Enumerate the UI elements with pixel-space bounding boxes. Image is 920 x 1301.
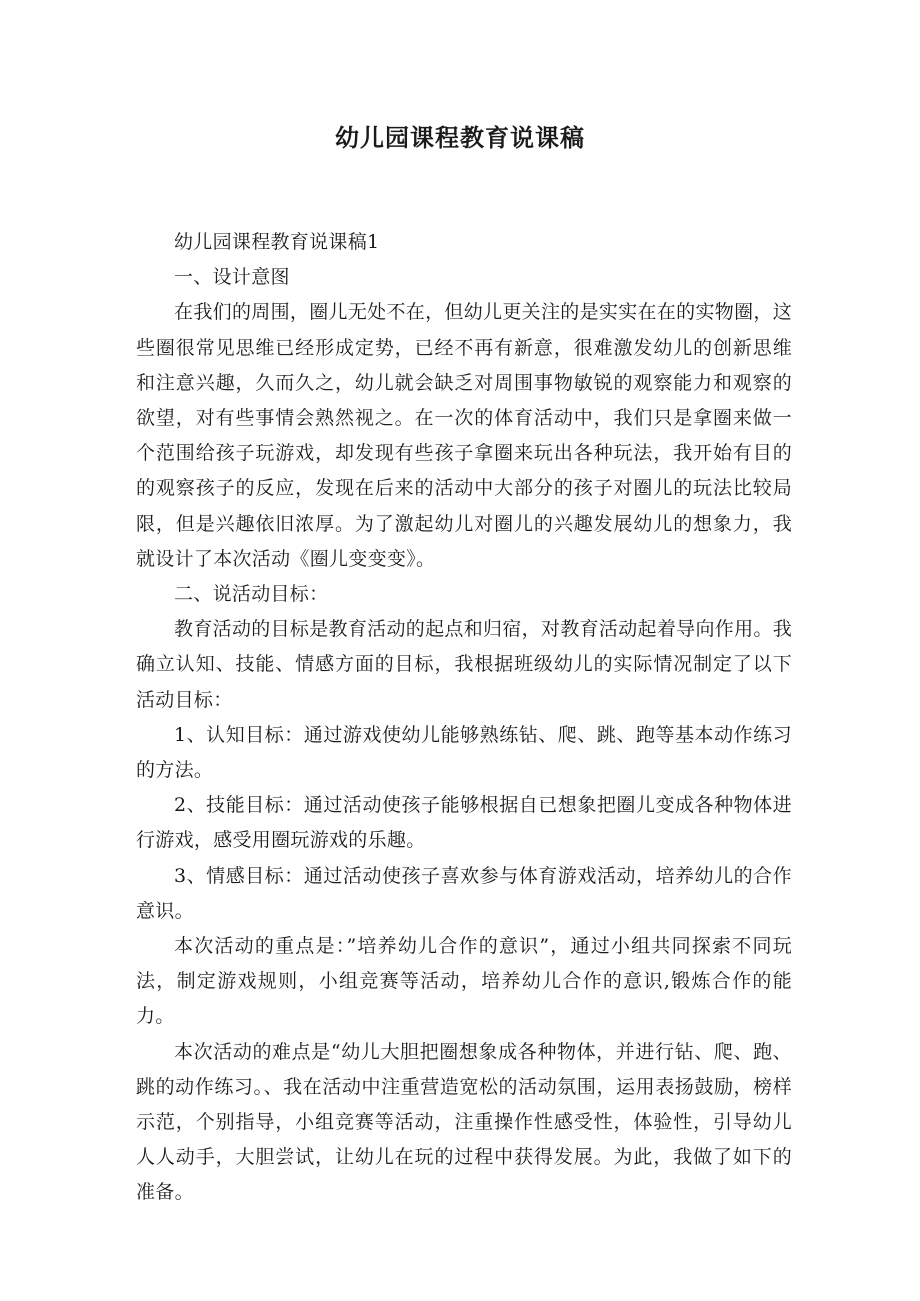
paragraph-objectives-intro: 教育活动的目标是教育活动的起点和归宿，对教育活动起着导向作用。我确立认知、技能、情感方面的目标，我根据班级幼儿的实际情况制定了以下活动目标： <box>136 618 792 711</box>
section-heading-objectives: 二、说活动目标： <box>174 583 329 606</box>
section-heading-lesson: 幼儿园课程教育说课稿1 <box>174 231 380 253</box>
paragraph-design-intent: 在我们的周围，圈儿无处不在，但幼儿更关注的是实实在在的实物圈，这些圈很常见思维已经形成定势，已经不再有新意，很难激发幼儿的创新思维和注意兴趣，久而久之，幼儿就会缺乏对周围事物敏锐的观察能力和观察的欲望，对有些事情会熟然视之。在一次的体育活动中，我们只是拿圈来做一个范围给孩子玩游戏，却发现有些孩子拿圈来玩出各种玩法，我开始有目的的观察孩子的反应，发现在后来的活动中大部分的孩子对圈儿的玩法比较局限，但是兴趣依旧浓厚。为了激起幼儿对圈儿的兴趣发展幼儿的想象力，我就设计了本次活动《圈儿变变变》。 <box>136 301 792 570</box>
document-title: 幼儿园课程教育说课稿 <box>335 124 585 152</box>
paragraph-difficulty: 本次活动的难点是“幼儿大胆把圈想象成各种物体，并进行钻、爬、跑、跳的动作练习。、我在活动中注重营造宽松的活动氛围，运用表扬鼓励，榜样示范，个别指导，小组竞赛等活动，注重操作性感受性，体验性，引导幼儿人人动手，大胆尝试，让幼儿在玩的过程中获得发展。为此，我做了如下的准备。 <box>136 1040 792 1204</box>
document-body <box>136 225 792 1211</box>
paragraph-skill-goal: 2、技能目标：通过活动使孩子能够根据自已想象把圈儿变成各种物体进行游戏，感受用圈玩游戏的乐趣。 <box>136 794 792 852</box>
paragraph-emotion-goal: 3、情感目标：通过活动使孩子喜欢参与体育游戏活动，培养幼儿的合作意识。 <box>136 864 792 922</box>
paragraph-key-point: 本次活动的重点是：”培养幼儿合作的意识”，通过小组共同探索不同玩法，制定游戏规则，小组竞赛等活动，培养幼儿合作的意识,锻炼合作的能力。 <box>136 935 792 1028</box>
section-heading-design-intent: 一、设计意图 <box>174 266 290 289</box>
paragraph-cognitive-goal: 1、认知目标：通过游戏使幼儿能够熟练钻、爬、跳、跑等基本动作练习的方法。 <box>136 723 792 782</box>
